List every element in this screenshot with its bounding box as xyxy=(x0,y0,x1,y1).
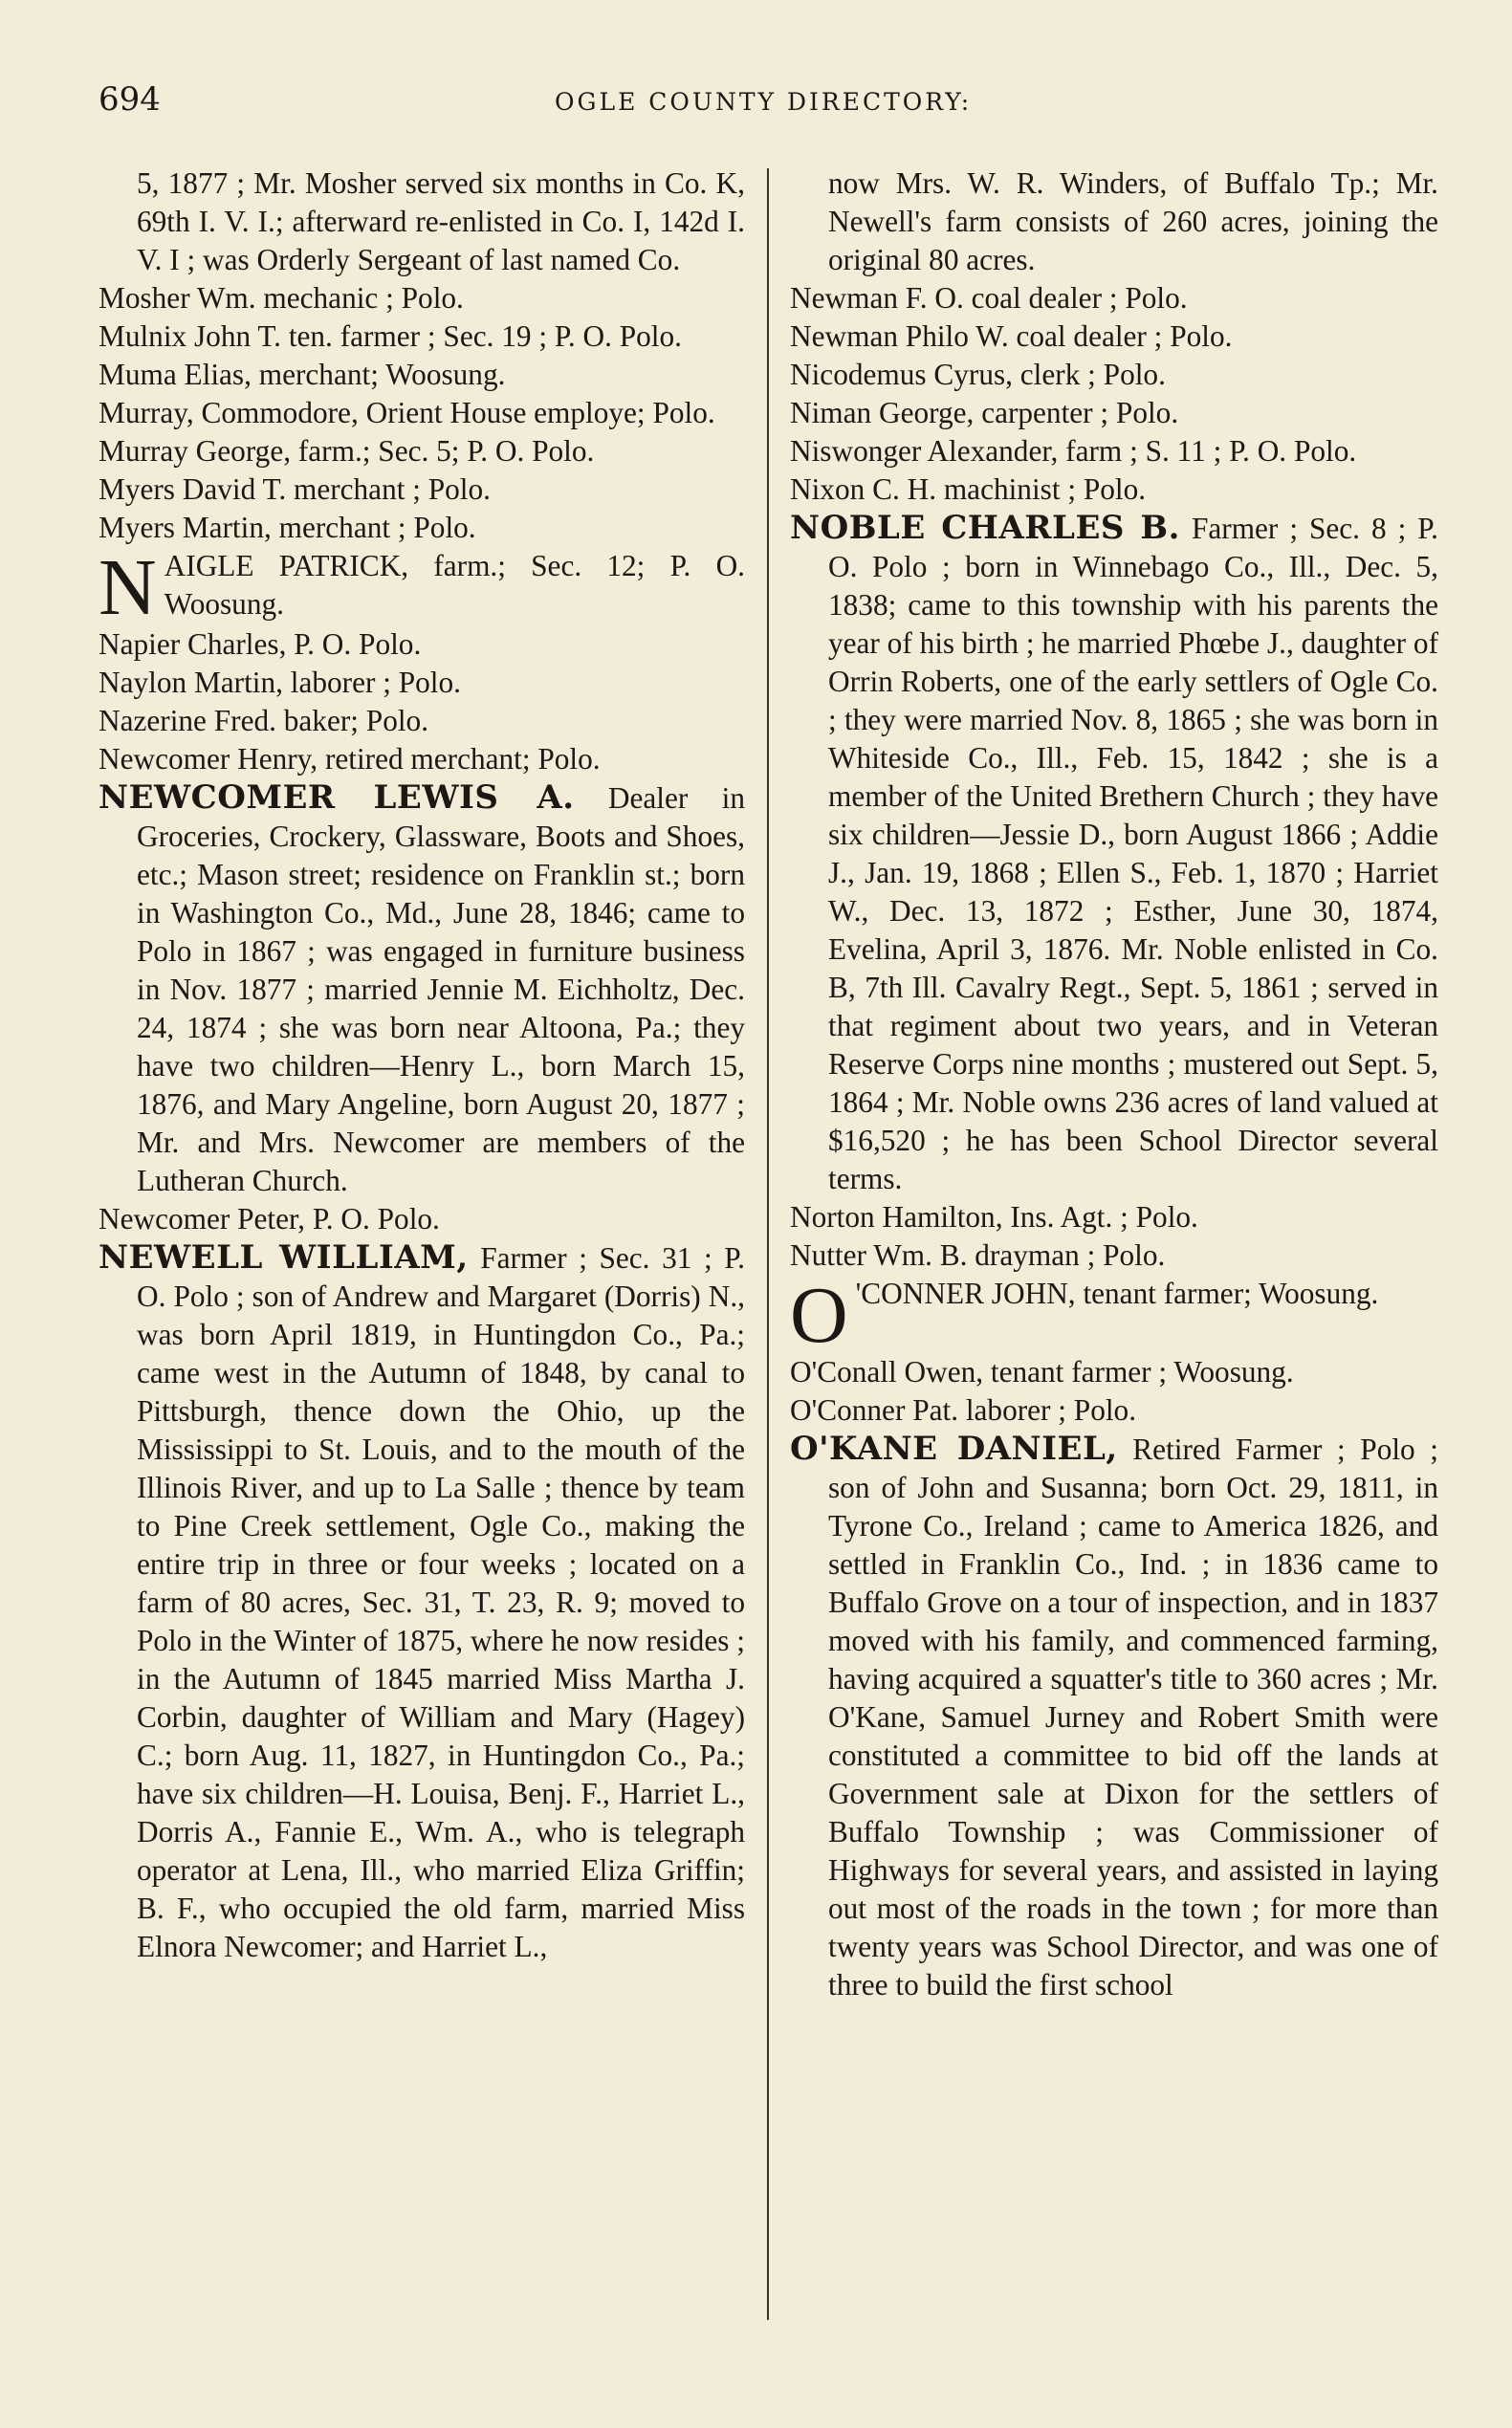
directory-entry: Newman F. O. coal dealer ; Polo. xyxy=(790,281,1188,315)
entry-name: O'KANE DANIEL, xyxy=(790,1430,1118,1468)
directory-entry: Niswonger Alexander, farm ; S. 11 ; P. O. Polo. xyxy=(790,434,1357,468)
directory-entry: Newman Philo W. coal dealer ; Polo. xyxy=(790,319,1233,353)
directory-entry: Niman George, carpenter ; Polo. xyxy=(790,396,1179,429)
entry-text: Farmer ; Sec. 31 ; P. O. Polo ; son of Andrew and Margaret (Dorris) N., was born April 1819, in Huntingdon Co., Pa.; came west in the Autumn of 1848, by canal to Pittsburgh, thence down the Ohio, up the Mississippi to St. Louis, and to the mouth of the Illinois River, and up to La Salle ; thence by team to Pine Creek settlement, Ogle Co., making the entire trip in three or four weeks ; located on a farm of 80 acres, Sec. 31, T. 23, R. 9; moved to Polo in the Winter of 1875, where he now resides ; in the Autumn of 1845 married Miss Martha J. Corbin, daughter of William and Mary (Hagey) C.; born Aug. 11, 1827, in Huntingdon Co., Pa.; have six children—H. Louisa, Benj. F., Harriet L., Dorris A., Fannie E., Wm. A., who is telegraph operator at Lena, Ill., who married Eliza Griffin; B. F., who occupied the old farm, married Miss Elnora Newcomer; and Harriet L., xyxy=(137,1241,745,1963)
directory-entry: Nicodemus Cyrus, clerk ; Polo. xyxy=(790,358,1166,391)
directory-entry: O'Conner Pat. laborer ; Polo. xyxy=(790,1393,1137,1427)
biography-entry xyxy=(790,509,1438,1198)
page-number: 694 xyxy=(99,80,161,119)
left-column xyxy=(99,164,745,1966)
directory-entry: Newcomer Peter, P. O. Polo. xyxy=(99,1202,440,1236)
column-rule xyxy=(767,168,769,2320)
entry-text: AIGLE PATRICK, farm.; Sec. 12; P. O. Woosung. xyxy=(164,549,745,621)
directory-entry xyxy=(99,543,745,632)
continued-entry: 5, 1877 ; Mr. Mosher served six months in Co. K, 69th I. V. I.; afterward re-enlisted in Co. I, 142d I. V. I ; was Orderly Sergeant of last named Co. xyxy=(137,166,745,276)
entry-name: NOBLE CHARLES B. xyxy=(790,509,1180,547)
biography-entry xyxy=(99,1238,745,1966)
directory-entry: Muma Elias, merchant; Woosung. xyxy=(99,358,506,391)
directory-entry: Mosher Wm. mechanic ; Polo. xyxy=(99,281,464,315)
biography-entry xyxy=(790,1430,1438,2004)
directory-entry: Murray George, farm.; Sec. 5; P. O. Polo. xyxy=(99,434,595,468)
directory-entry: Myers David T. merchant ; Polo. xyxy=(99,472,491,506)
directory-entry: Nutter Wm. B. drayman ; Polo. xyxy=(790,1238,1166,1272)
entry-text: 'CONNER JOHN, tenant farmer; Woosung. xyxy=(855,1277,1379,1310)
entry-text: Retired Farmer ; Polo ; son of John and Susanna; born Oct. 29, 1811, in Tyrone Co., Ireland ; came to America 1826, and settled in Franklin Co., Ind. ; in 1836 came to Buffalo Grove on a tour of inspection, and in 1837 moved with his family, and commenced farming, having acquired a squatter's title to 360 acres ; Mr. O'Kane, Samuel Jurney and Robert Smith were constituted a committee to bid off the lands at Government sale at Dixon for the settlers of Buffalo Township ; was Commissioner of Highways for several years, and assisted in laying out most of the roads in the town ; for more than twenty years was School Director, and was one of three to build the first school xyxy=(828,1433,1438,2001)
directory-entry: Murray, Commodore, Orient House employe; Polo. xyxy=(99,396,715,429)
entry-text: Farmer ; Sec. 8 ; P. O. Polo ; born in Winnebago Co., Ill., Dec. 5, 1838; came to this township with his parents the year of his birth ; he married Phœbe J., daughter of Orrin Roberts, one of the early settlers of Ogle Co. ; they were married Nov. 8, 1865 ; she was born in Whiteside Co., Ill., Feb. 15, 1842 ; she is a member of the United Brethern Church ; they have six children—Jessie D., born August 1866 ; Addie J., Jan. 19, 1868 ; Ellen S., Feb. 1, 1870 ; Harriet W., Dec. 13, 1872 ; Esther, June 30, 1874, Evelina, April 3, 1876. Mr. Noble enlisted in Co. B, 7th Ill. Cavalry Regt., Sept. 5, 1861 ; served in that regiment about two years, and in Veteran Reserve Corps nine months ; mustered out Sept. 5, 1864 ; Mr. Noble owns 236 acres of land valued at $16,520 ; he has been School Director several terms. xyxy=(828,512,1439,1195)
directory-entry: Naylon Martin, laborer ; Polo. xyxy=(99,666,461,699)
entry-name: NEWCOMER LEWIS A. xyxy=(99,778,575,817)
drop-cap: O xyxy=(790,1271,848,1360)
directory-entry: Napier Charles, P. O. Polo. xyxy=(99,627,422,661)
directory-entry: Nixon C. H. machinist ; Polo. xyxy=(790,472,1147,506)
directory-entry: Mulnix John T. ten. farmer ; Sec. 19 ; P. O. Polo. xyxy=(99,319,682,353)
drop-cap: N xyxy=(99,543,157,632)
entry-name: NEWELL WILLIAM, xyxy=(99,1238,469,1277)
entry-text: Dealer in Groceries, Crockery, Glassware, Boots and Shoes, etc.; Mason street; residence on Franklin st.; born in Washington Co., Md., June 28, 1846; came to Polo in 1867 ; was engaged in furniture business in Nov. 1877 ; married Jennie M. Eichholtz, Dec. 24, 1874 ; she was born near Altoona, Pa.; they have two children—Henry L., born March 15, 1876, and Mary Angeline, born August 20, 1877 ; Mr. and Mrs. Newcomer are members of the Lutheran Church. xyxy=(137,781,745,1197)
directory-entry: Myers Martin, merchant ; Polo. xyxy=(99,511,476,544)
biography-entry xyxy=(99,778,745,1200)
directory-entry: Newcomer Henry, retired merchant; Polo. xyxy=(99,742,601,776)
continued-entry: now Mrs. W. R. Winders, of Buffalo Tp.; Mr. Newell's farm consists of 260 acres, joining the original 80 acres. xyxy=(828,166,1438,276)
directory-entry: O'Conall Owen, tenant farmer ; Woosung. xyxy=(790,1355,1294,1389)
directory-entry: Nazerine Fred. baker; Polo. xyxy=(99,704,429,737)
running-head: OGLE COUNTY DIRECTORY: xyxy=(555,88,973,116)
directory-entry xyxy=(790,1271,1438,1360)
right-column xyxy=(790,164,1438,2004)
directory-entry: Norton Hamilton, Ins. Agt. ; Polo. xyxy=(790,1200,1198,1234)
